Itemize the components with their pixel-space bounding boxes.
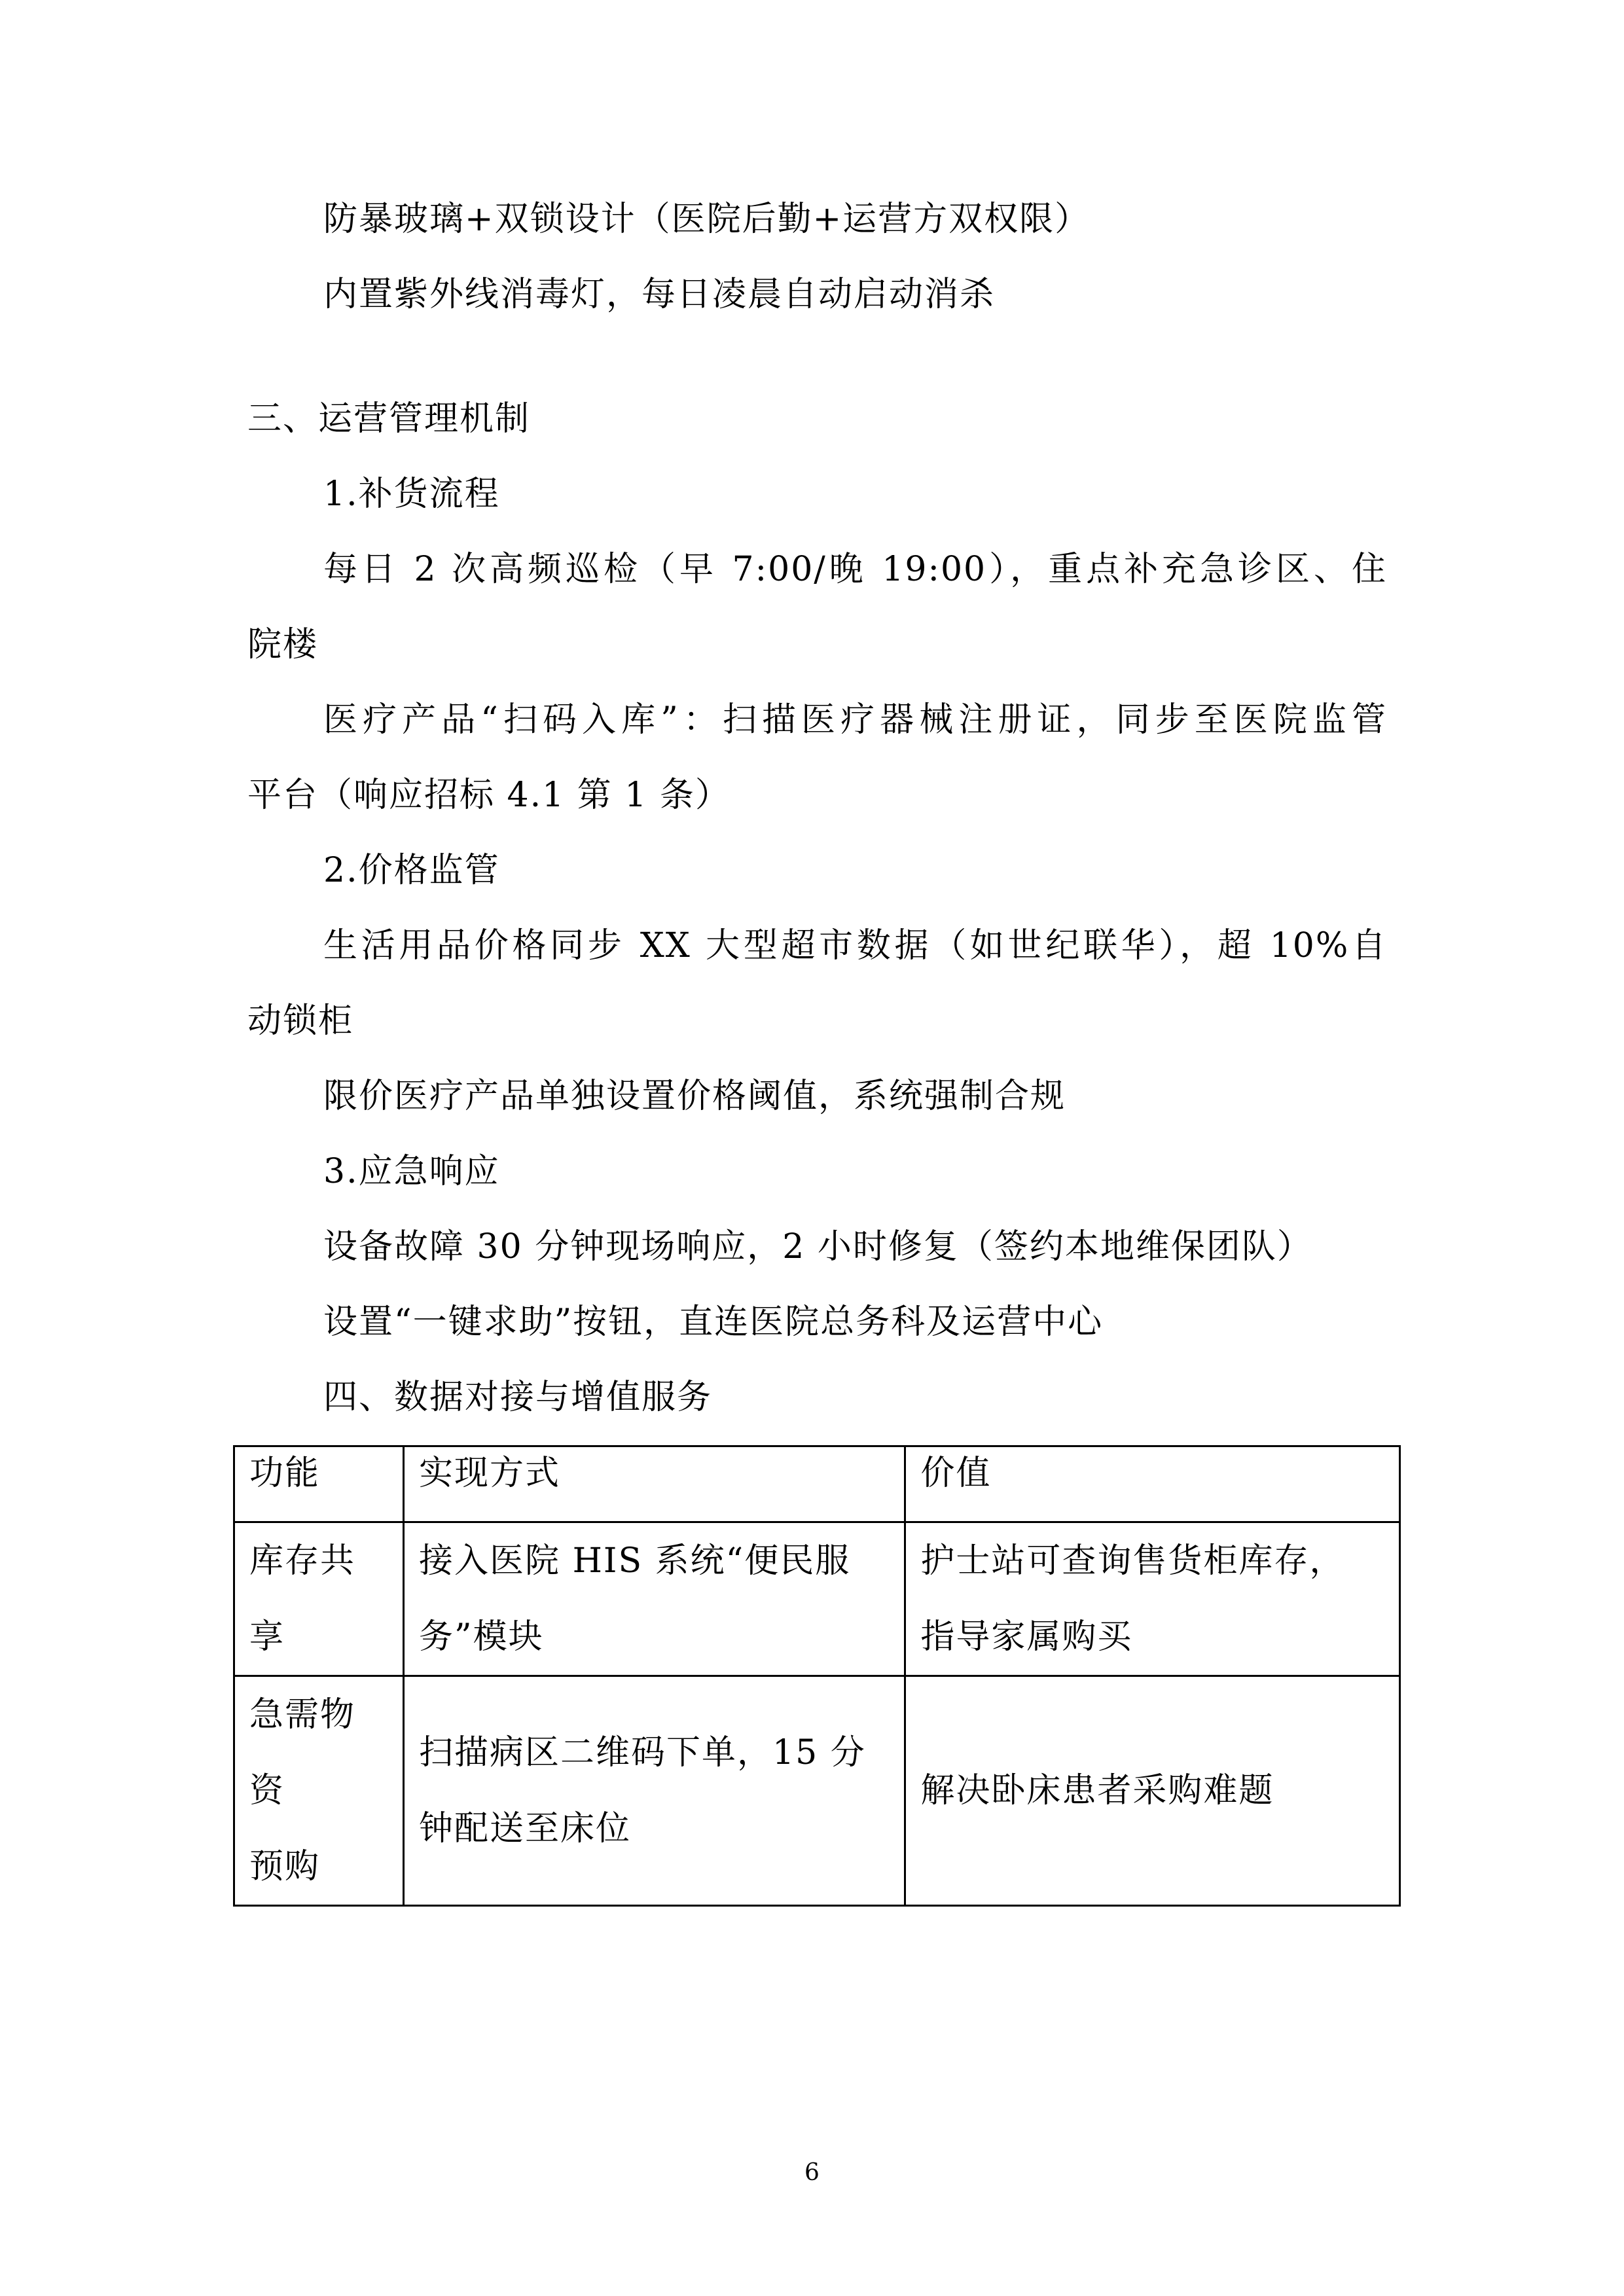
service-table (233, 1445, 1401, 1907)
cell-line: 接入医院 HIS 系统“便民服 (419, 1541, 851, 1581)
table-cell-value (905, 1676, 1400, 1906)
cell-line: 钟配送至床位 (419, 1809, 632, 1848)
paragraph-repair: 设备故障 30 分钟现场响应，2 小时修复（签约本地维保团队） (323, 1227, 1312, 1266)
cell-line: 解决卧床患者采购难题 (920, 1771, 1274, 1810)
paragraph-price-threshold: 限价医疗产品单独设置价格阈值，系统强制合规 (323, 1077, 1066, 1116)
section-heading-operations: 三、运营管理机制 (247, 399, 531, 439)
subheading-restock: 1.补货流程 (323, 475, 500, 514)
subheading-emergency: 3.应急响应 (323, 1152, 500, 1191)
table-row (234, 1522, 1400, 1676)
paragraph-glass-lock: 防暴玻璃+双锁设计（医院后勤+运营方双权限） (323, 200, 1091, 239)
paragraph-uv-lamp: 内置紫外线消毒灯，每日凌晨自动启动消杀 (323, 275, 996, 314)
table-cell-value (905, 1522, 1400, 1676)
table-cell-feature (234, 1522, 404, 1676)
cell-line: 指导家属购买 (920, 1617, 1133, 1657)
paragraph-inspection-line2: 院楼 (247, 625, 319, 664)
subheading-price: 2.价格监管 (323, 851, 500, 890)
paragraph-help-button: 设置“一键求助”按钮，直连医院总务科及运营中心 (323, 1302, 1104, 1342)
cell-line: 预购 (249, 1847, 321, 1886)
cell-line: 护士站可查询售货柜库存， (920, 1541, 1345, 1581)
table-cell-method (404, 1676, 905, 1906)
paragraph-inspection-line1: 每日 2 次高频巡检（早 7:00/晚 19:00），重点补充急诊区、住 (323, 550, 1387, 589)
page-number: 6 (804, 2159, 820, 2186)
table-cell-feature (234, 1676, 404, 1906)
section-heading-data: 四、数据对接与增值服务 (323, 1378, 713, 1417)
paragraph-scan-line2: 平台（响应招标 4.1 第 1 条） (247, 776, 731, 815)
paragraph-price-sync-line1: 生活用品价格同步 XX 大型超市数据（如世纪联华），超 10%自 (323, 926, 1387, 965)
table-header-cell: 价值 (905, 1446, 1400, 1522)
cell-line: 扫描病区二维码下单，15 分 (419, 1733, 866, 1772)
table-row (234, 1676, 1400, 1906)
table-header-row (234, 1446, 1400, 1522)
paragraph-scan-line1: 医疗产品“扫码入库”：扫描医疗器械注册证，同步至医院监管 (323, 700, 1387, 740)
table-cell-method (404, 1522, 905, 1676)
cell-line: 务”模块 (419, 1617, 544, 1657)
table-header-cell: 实现方式 (404, 1446, 905, 1522)
paragraph-price-sync-line2: 动锁柜 (247, 1001, 354, 1041)
cell-line: 急需物资 (249, 1695, 356, 1810)
cell-line: 库存共享 (249, 1541, 356, 1657)
table-header-cell: 功能 (234, 1446, 404, 1522)
